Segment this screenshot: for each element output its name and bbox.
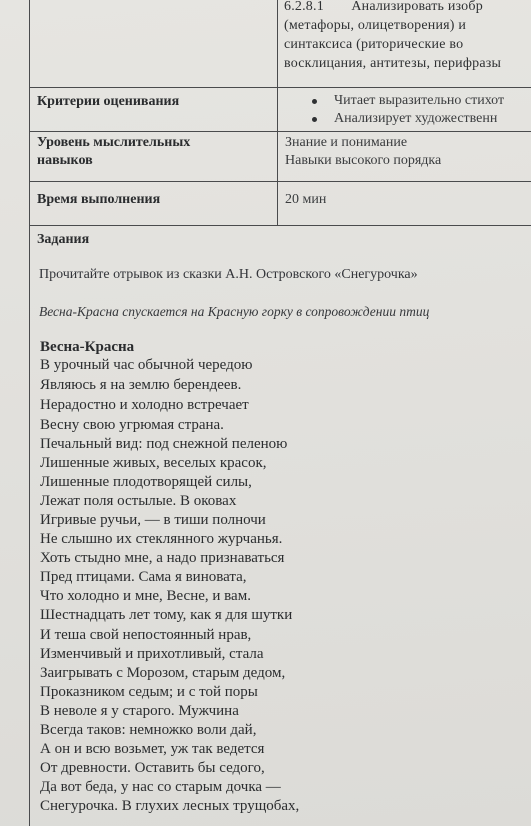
poem-line: Заигрывать с Морозом, старым дедом,	[40, 665, 286, 681]
objective-code: 6.2.8.1	[284, 0, 324, 14]
thinking-level-value-1: Знание и понимание	[285, 135, 408, 150]
poem-line: Лежат поля остылые. В оковах	[40, 493, 237, 509]
poem-line: Проказником седым; и с той поры	[40, 684, 258, 700]
poem-line: Изменчивый и прихотливый, стала	[40, 646, 264, 662]
table-row-divider-3	[29, 181, 531, 182]
poem-line: Пред птицами. Сама я виновата,	[40, 569, 247, 585]
poem-line: Лишенные плодотворящей силы,	[40, 474, 252, 490]
poem-line: Да вот беда, у нас со старым дочка —	[40, 779, 281, 795]
speaker-name: Весна-Красна	[40, 339, 135, 355]
table-row-divider-1	[29, 87, 531, 88]
criteria-label: Критерии оценивания	[37, 94, 180, 109]
poem-line: Не слышно их стеклянного журчанья.	[40, 531, 283, 547]
poem-line: Что холодно и мне, Весне, и вам.	[40, 588, 251, 604]
table-border-left	[29, 0, 30, 826]
table-column-divider	[277, 0, 278, 226]
objective-line-4: восклицания, антитезы, перифразы	[284, 56, 502, 71]
poem-line: Игривые ручьи, — в тиши полночи	[40, 512, 266, 528]
thinking-level-value-2: Навыки высокого порядка	[285, 153, 442, 168]
poem-line: Хоть стыдно мне, а надо признаваться	[40, 550, 285, 566]
time-value: 20 мин	[285, 192, 327, 207]
poem-line: Являюсь я на землю берендеев.	[40, 377, 242, 393]
poem-line: Всегда таков: немножко воли дай,	[40, 722, 257, 738]
poem-line: Печальный вид: под снежной пеленою	[40, 436, 288, 452]
poem-line: Весну свою угрюмая страна.	[40, 417, 224, 433]
poem-line: Лишенные живых, веселых красок,	[40, 455, 267, 471]
objective-line-1	[284, 0, 483, 14]
stage-direction: Весна-Красна спускается на Красную горку в сопровождении птиц	[39, 304, 430, 319]
objective-line-3: синтаксиса (риторические во	[284, 37, 464, 52]
poem-line: Снегурочка. В глухих лесных трущобах,	[40, 798, 300, 814]
thinking-level-label-2: навыков	[37, 153, 93, 168]
bullet-icon	[312, 99, 317, 104]
poem-line: В урочный час обычной чередою	[40, 357, 253, 373]
criteria-item-2: Анализирует художественн	[334, 111, 498, 126]
criteria-item-1: Читает выразительно стихот	[334, 93, 505, 108]
poem-line: Шестнадцать лет тому, как я для шутки	[40, 607, 293, 623]
time-label: Время выполнения	[37, 192, 161, 207]
poem-line: И теша свой непостоянный нрав,	[40, 627, 252, 643]
poem-line: Нерадостно и холодно встречает	[40, 397, 249, 413]
thinking-level-label-1: Уровень мыслительных	[37, 135, 191, 150]
poem-line: А он и всю возьмет, уж так ведется	[40, 741, 265, 757]
tasks-heading: Задания	[37, 232, 90, 247]
table-row-divider-4	[29, 225, 531, 226]
objective-line-2: (метафоры, олицетворения) и	[284, 18, 467, 33]
poem-line: В неволе я у старого. Мужчина	[40, 703, 239, 719]
table-row-divider-2	[29, 131, 531, 132]
poem-line: От древности. Оставить бы седого,	[40, 760, 265, 776]
tasks-instruction: Прочитайте отрывок из сказки А.Н. Островского «Снегурочка»	[39, 267, 418, 282]
objective-text-1: Анализировать изобр	[351, 0, 483, 14]
bullet-icon	[312, 117, 317, 122]
